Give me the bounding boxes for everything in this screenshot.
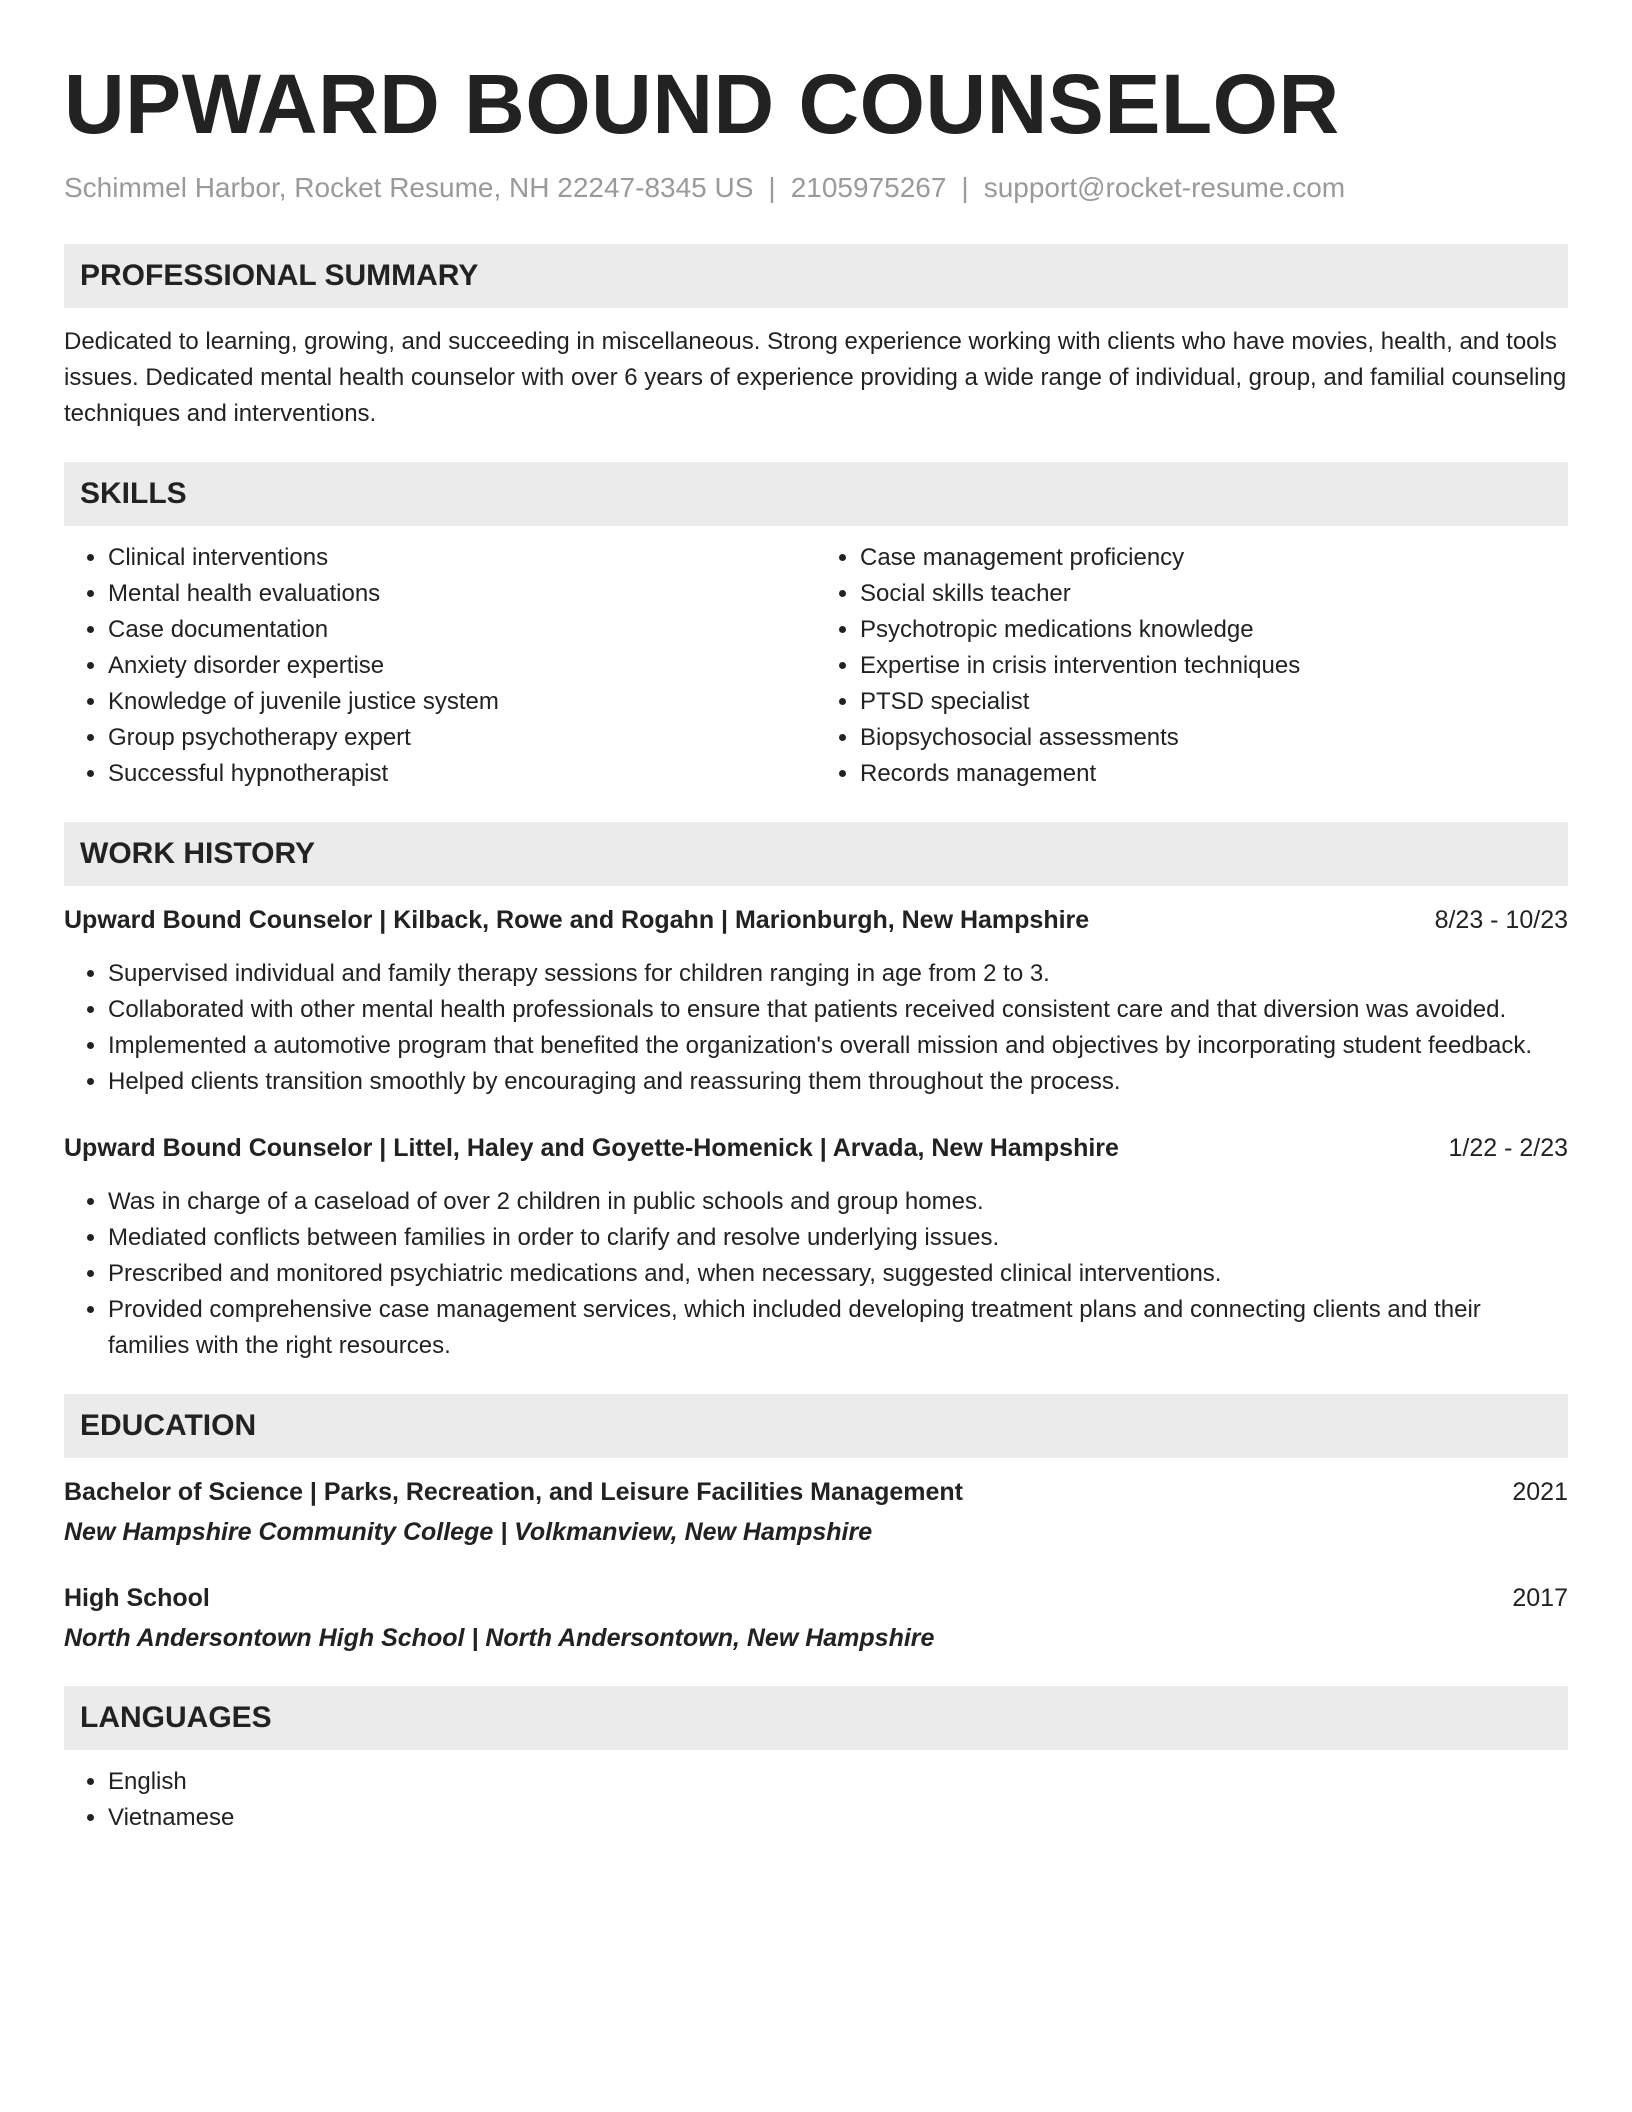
skill-item: • Expertise in crisis intervention techniques [860, 648, 1568, 684]
education-school: New Hampshire Community College | Volkmanview, New Hampshire [64, 1518, 873, 1546]
job-date: 8/23 - 10/23 [1434, 906, 1568, 934]
skills-heading: SKILLS [64, 462, 1568, 526]
education-degree: Bachelor of Science | Parks, Recreation, and Leisure Facilities Management [64, 1478, 963, 1506]
job-bullet: • Prescribed and monitored psychiatric medications and, when necessary, suggested clinical interventions. [108, 1256, 1568, 1292]
job-bullet: • Provided comprehensive case management services, which included developing treatment plans and connecting clients and their families with the right resources. [108, 1292, 1568, 1364]
contact-address: Schimmel Harbor, Rocket Resume, NH 22247-8345 US [64, 172, 754, 203]
language-item: • Vietnamese [108, 1800, 1568, 1836]
education-header [64, 1474, 1568, 1510]
contact-phone: 2105975267 [790, 172, 947, 203]
skills-list-right [816, 540, 1568, 792]
job-bullet: • Collaborated with other mental health professionals to ensure that patients received consistent care and that diversion was avoided. [108, 992, 1568, 1028]
skill-item: • Clinical interventions [108, 540, 816, 576]
education-heading: EDUCATION [64, 1394, 1568, 1458]
summary-heading: PROFESSIONAL SUMMARY [64, 244, 1568, 308]
skill-item: • Case management proficiency [860, 540, 1568, 576]
job-bullet: • Helped clients transition smoothly by encouraging and reassuring them throughout the process. [108, 1064, 1568, 1100]
job-bullets [64, 1184, 1568, 1364]
education-section [64, 1394, 1568, 1656]
contact-email: support@rocket-resume.com [983, 172, 1346, 203]
skill-item: • Case documentation [108, 612, 816, 648]
skill-item: • Group psychotherapy expert [108, 720, 816, 756]
work-section [64, 822, 1568, 1364]
job-entry [64, 902, 1568, 1100]
job-bullet: • Was in charge of a caseload of over 2 children in public schools and group homes. [108, 1184, 1568, 1220]
language-item: • English [108, 1764, 1568, 1800]
job-header [64, 902, 1568, 938]
summary-section [64, 244, 1568, 432]
skill-item: • Records management [860, 756, 1568, 792]
resume-name: UPWARD BOUND COUNSELOR [64, 57, 1340, 151]
skill-item: • Mental health evaluations [108, 576, 816, 612]
contact-separator: | [961, 172, 969, 203]
skill-item: • Social skills teacher [860, 576, 1568, 612]
skill-item: • Biopsychosocial assessments [860, 720, 1568, 756]
education-degree: High School [64, 1584, 210, 1612]
job-header [64, 1130, 1568, 1166]
job-entry [64, 1130, 1568, 1364]
education-date: 2017 [1512, 1584, 1568, 1612]
languages-heading: LANGUAGES [64, 1686, 1568, 1750]
job-bullet: • Mediated conflicts between families in order to clarify and resolve underlying issues. [108, 1220, 1568, 1256]
skills-section [64, 462, 1568, 792]
job-date: 1/22 - 2/23 [1448, 1134, 1568, 1162]
job-title: Upward Bound Counselor | Kilback, Rowe and Rogahn | Marionburgh, New Hampshire [64, 906, 1090, 934]
skill-item: • Successful hypnotherapist [108, 756, 816, 792]
summary-text: Dedicated to learning, growing, and succeeding in miscellaneous. Strong experience working with clients who have movies, health, and tools issues. Dedicated mental health counselor with over 6 years of experience providing a wide range of individual, group, and familial counseling techniques and interventions. [64, 328, 1567, 427]
skill-item: • Anxiety disorder expertise [108, 648, 816, 684]
job-bullets [64, 956, 1568, 1100]
job-title: Upward Bound Counselor | Littel, Haley and Goyette-Homenick | Arvada, New Hampshire [64, 1134, 1119, 1162]
contact-separator: | [768, 172, 776, 203]
contact-line [64, 170, 1568, 206]
skills-list-left [64, 540, 816, 792]
languages-list [64, 1764, 1568, 1836]
job-bullet: • Supervised individual and family therapy sessions for children ranging in age from 2 to 3. [108, 956, 1568, 992]
education-header [64, 1580, 1568, 1616]
education-school: North Andersontown High School | North Andersontown, New Hampshire [64, 1624, 935, 1652]
skill-item: • PTSD specialist [860, 684, 1568, 720]
education-entry [64, 1580, 1568, 1656]
work-heading: WORK HISTORY [64, 822, 1568, 886]
languages-section [64, 1686, 1568, 1836]
skill-item: • Psychotropic medications knowledge [860, 612, 1568, 648]
education-date: 2021 [1512, 1478, 1568, 1506]
education-entry [64, 1474, 1568, 1550]
job-bullet: • Implemented a automotive program that benefited the organization's overall mission and objectives by incorporating student feedback. [108, 1028, 1568, 1064]
skill-item: • Knowledge of juvenile justice system [108, 684, 816, 720]
skills-grid [64, 540, 1568, 792]
